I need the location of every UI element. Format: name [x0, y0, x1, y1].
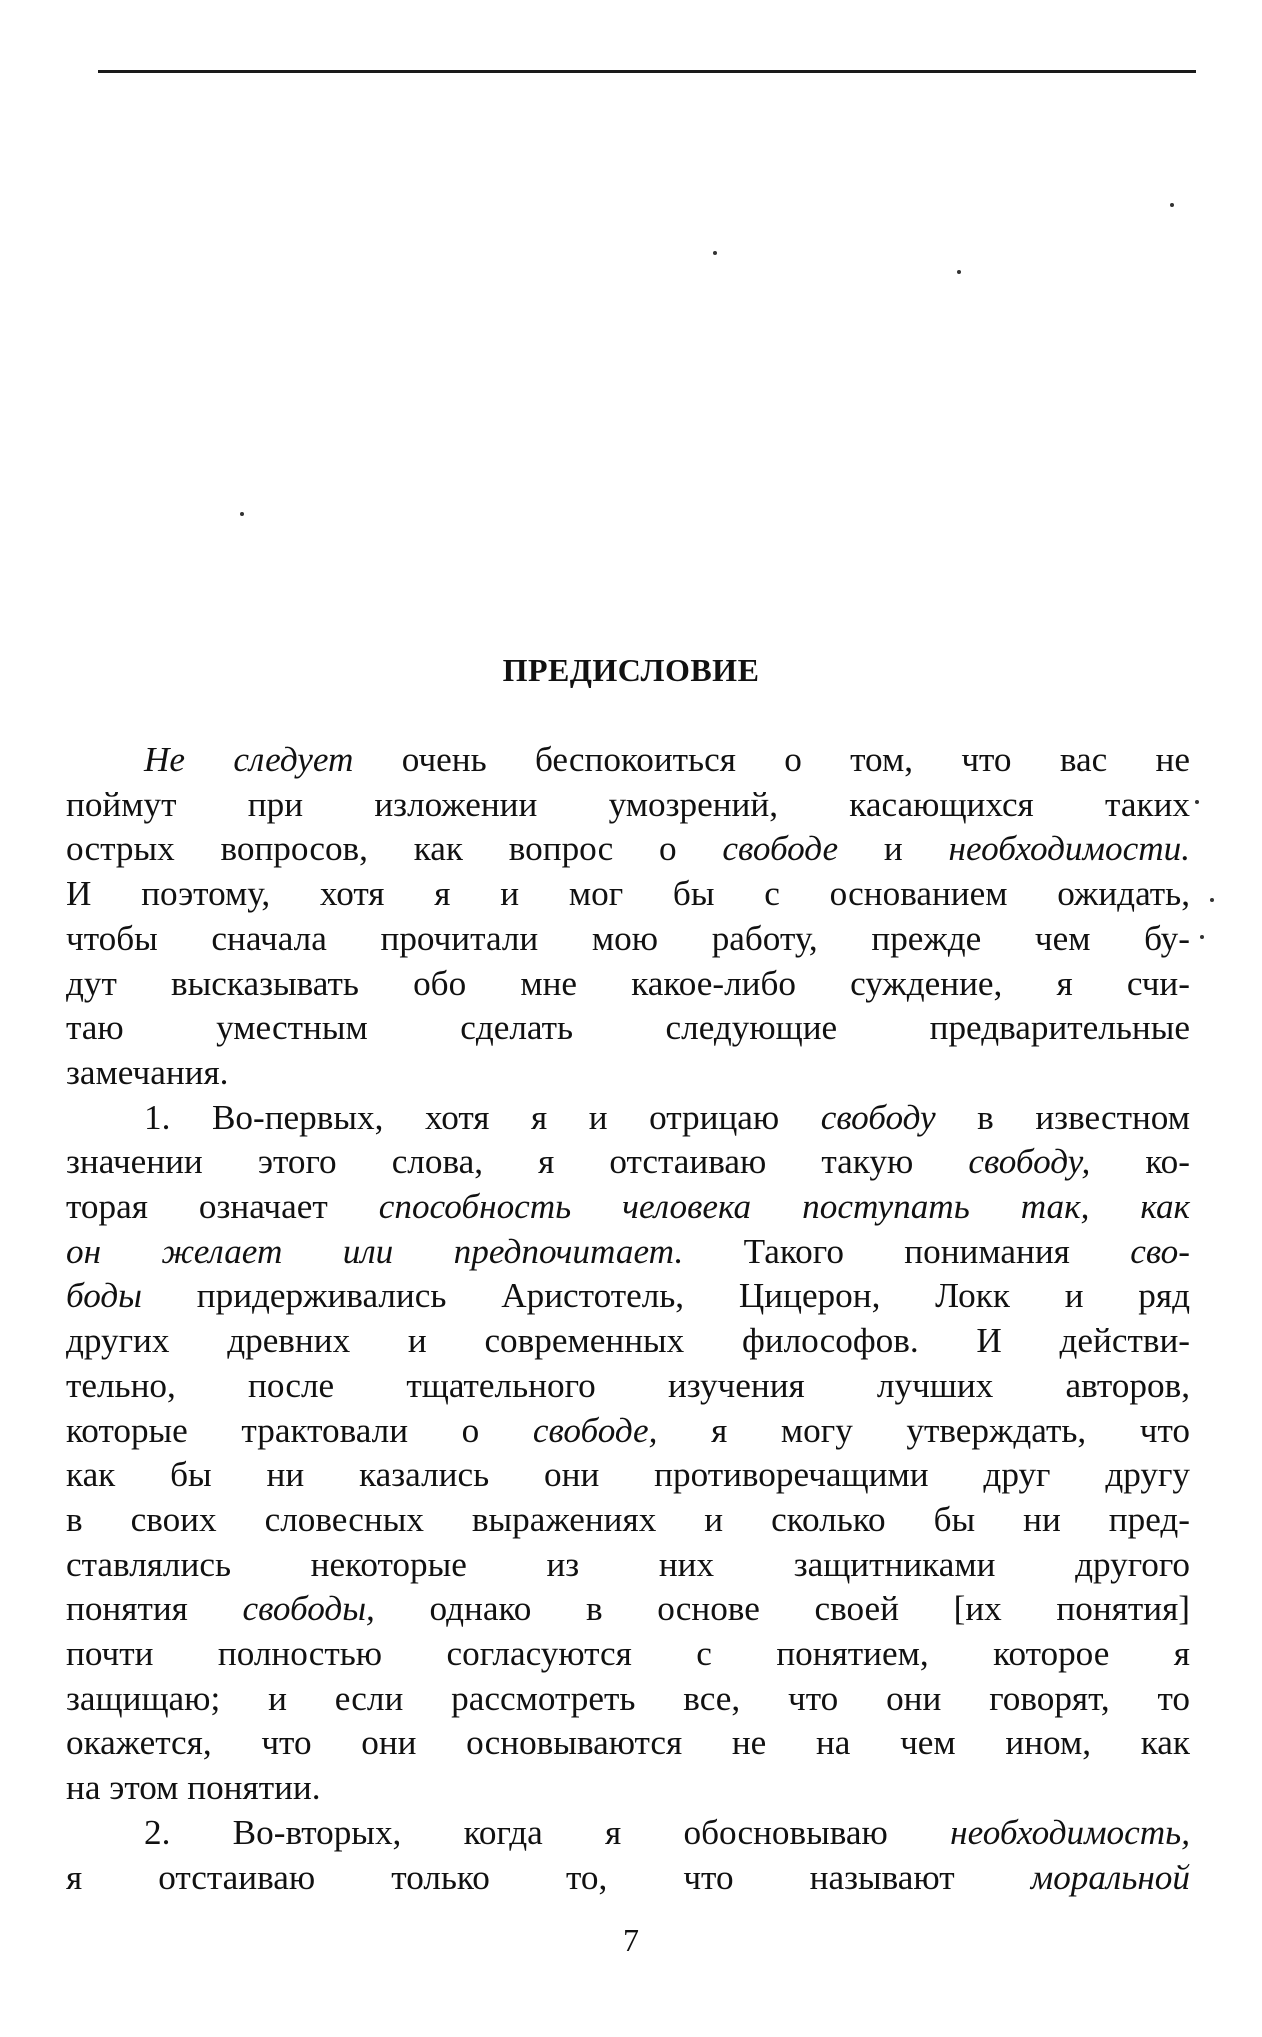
scan-speck: [957, 270, 961, 274]
text-line: замечания.: [66, 1052, 229, 1092]
text-fragment: он желает или предпочитает.: [66, 1231, 684, 1271]
text-fragment: торая означает: [66, 1187, 379, 1227]
text-line: [66, 1409, 1190, 1454]
text-line: ставлялись некоторые из них защитниками другого: [66, 1544, 1190, 1584]
text-fragment: свободы,: [242, 1589, 375, 1629]
text-fragment: значении этого слова, я отстаиваю такую: [66, 1142, 969, 1182]
text-line: [66, 1185, 1190, 1230]
text-line: в своих словесных выражениях и сколько бы ни пред-: [66, 1499, 1190, 1539]
scan-speck: [1195, 800, 1199, 804]
text-fragment: я могу утверждать, что: [657, 1410, 1190, 1450]
scan-speck: [713, 251, 717, 255]
text-line: [66, 1811, 1190, 1856]
text-line: чтобы сначала прочитали мою работу, прежде чем бу-: [66, 918, 1190, 958]
page-title: ПРЕДИСЛОВИЕ: [502, 652, 760, 688]
scan-speck: [1170, 203, 1174, 207]
text-fragment: Такого понимания: [683, 1231, 1131, 1271]
text-fragment: способность человека поступать так, как: [378, 1187, 1191, 1227]
text-line: защищаю; и если рассмотреть все, что они говорят, то: [66, 1678, 1190, 1718]
text-fragment: необходимость,: [950, 1812, 1190, 1852]
text-line: на этом понятии.: [66, 1768, 321, 1808]
text-line: других древних и современных философов. И действи-: [66, 1321, 1190, 1361]
text-fragment: свободу: [820, 1097, 936, 1137]
text-line: [66, 1140, 1190, 1185]
text-line: поймут при изложении умозрений, касающихся таких: [66, 784, 1190, 824]
text-fragment: в известном: [935, 1097, 1190, 1137]
text-line: таю уместным сделать следующие предварительные: [66, 1008, 1190, 1048]
text-fragment: следует: [233, 740, 354, 779]
text-line: [66, 1587, 1190, 1632]
text-fragment: 2. Во-вторых, когда я обосновываю: [144, 1812, 951, 1852]
text-fragment: придерживались Аристотель, Цицерон, Локк и ряд: [142, 1276, 1190, 1316]
text-line: как бы ни казались они противоречащими друг другу: [66, 1455, 1190, 1495]
scan-speck: [1200, 935, 1204, 939]
text-fragment: сво-: [1130, 1231, 1190, 1271]
body-text: [66, 738, 1190, 1900]
text-line: тельно, после тщательного изучения лучших авторов,: [66, 1365, 1190, 1405]
text-fragment: понятия: [66, 1589, 243, 1629]
text-fragment: я отстаиваю только то, что называют: [66, 1857, 1031, 1897]
scan-speck: [1210, 898, 1214, 902]
text-line: [66, 827, 1190, 872]
text-fragment: необходимости.: [948, 829, 1190, 869]
text-fragment: боды: [66, 1276, 142, 1316]
text-line: [66, 1096, 1190, 1141]
scan-speck: [240, 512, 244, 516]
text-fragment: ко-: [1090, 1142, 1190, 1182]
text-line: [66, 1856, 1190, 1901]
text-line: И поэтому, хотя я и мог бы с основанием ожидать,: [66, 874, 1190, 914]
text-fragment: Не: [144, 740, 234, 779]
page-number: 7: [623, 1922, 639, 1958]
text-fragment: и: [838, 829, 949, 869]
text-line: [66, 1230, 1190, 1275]
text-fragment: моральной: [1030, 1857, 1190, 1897]
text-line: [66, 738, 1190, 783]
text-fragment: острых вопросов, как вопрос о: [66, 829, 723, 869]
text-fragment: которые трактовали о: [66, 1410, 533, 1450]
text-fragment: 1. Во-первых, хотя я и отрицаю: [144, 1097, 821, 1137]
text-line: [66, 1274, 1190, 1319]
text-line: почти полностью согласуются с понятием, которое я: [66, 1634, 1190, 1674]
text-line: окажется, что они основываются не на чем ином, как: [66, 1723, 1190, 1763]
text-line: дут высказывать обо мне какое-либо суждение, я счи-: [66, 963, 1190, 1003]
text-fragment: очень беспокоиться о том, что вас не: [353, 740, 1190, 779]
text-fragment: однако в основе своей [их понятия]: [374, 1589, 1190, 1629]
top-rule: [98, 70, 1196, 73]
text-fragment: свободе,: [532, 1410, 658, 1450]
text-fragment: свободе: [722, 829, 839, 869]
text-fragment: свободу,: [968, 1142, 1091, 1182]
